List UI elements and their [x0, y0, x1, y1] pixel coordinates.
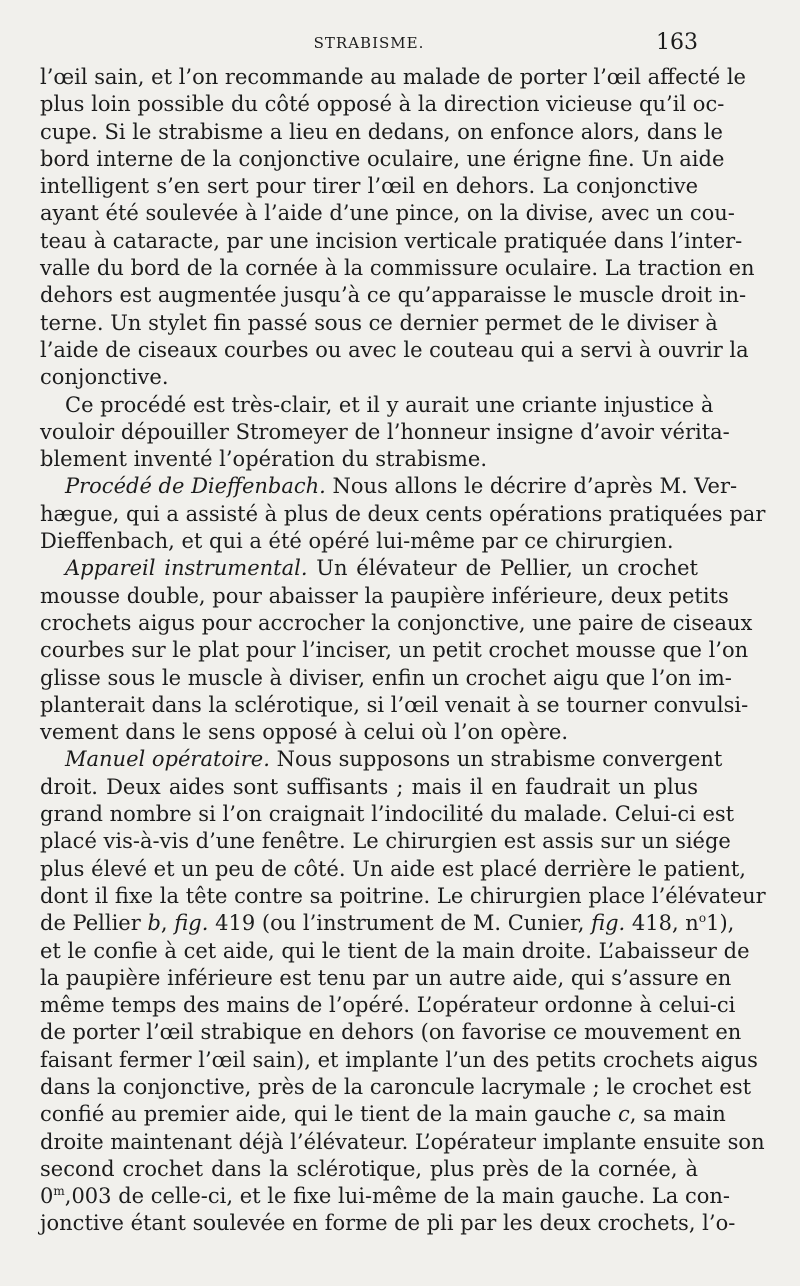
- text-line: vouloir dépouiller Stromeyer de l’honneur insigne d’avoir vérita-: [40, 419, 730, 444]
- text-line: Procédé de Dieffenbach. Nous allons le décrire d’après M. Ver-: [65, 474, 738, 499]
- figure-letter-b: b: [147, 911, 161, 936]
- text-line: grand nombre si l’on craignait l’indocilité du malade. Celui-ci est: [40, 802, 735, 827]
- text-line: blement inventé l’opération du strabisme.: [40, 447, 487, 472]
- text-line: plus loin possible du côté opposé à la direction vicieuse qu’il oc-: [40, 92, 725, 117]
- text-line: l’œil sain, et l’on recommande au malade de porter l’œil affecté le: [40, 65, 746, 89]
- text-line: confié au premier aide, qui le tient de la main gauche c, sa main: [40, 1102, 726, 1127]
- text-line: faisant fermer l’œil sain), et implante l’un des petits crochets aigus: [40, 1047, 758, 1072]
- text-line: dehors est augmentée jusqu’à ce qu’apparaisse le muscle droit in-: [40, 283, 747, 308]
- text-line: terne. Un stylet fin passé sous ce dernier permet de le diviser à: [40, 310, 718, 335]
- section-heading-dieffenbach: Procédé de Dieffenbach.: [65, 474, 326, 499]
- section-heading-manuel: Manuel opératoire.: [65, 747, 270, 772]
- text-line: Ce procédé est très-clair, et il y aurait une criante injustice à: [65, 392, 714, 417]
- text-line: l’aide de ciseaux courbes ou avec le couteau qui a servi à ouvrir la: [40, 337, 749, 362]
- text-line: dont il fixe la tête contre sa poitrine. Le chirurgien place l’élévateur: [40, 883, 766, 908]
- text-line: conjonctive.: [40, 365, 169, 390]
- text-line: cupe. Si le strabisme a lieu en dedans, on enfonce alors, dans le: [40, 119, 723, 144]
- text-line: planterait dans la sclérotique, si l’œil venait à se tourner convulsi-: [40, 692, 749, 717]
- text-line: courbes sur le plat pour l’inciser, un petit crochet mousse que l’on: [40, 638, 749, 663]
- text-line: Appareil instrumental. Un élévateur de Pellier, un crochet: [65, 556, 698, 581]
- section-heading-appareil: Appareil instrumental.: [65, 556, 308, 581]
- text-line: second crochet dans la sclérotique, plus près de la cornée, à: [40, 1156, 698, 1181]
- text-line: droit. Deux aides sont suffisants ; mais il en faudrait un plus: [40, 774, 698, 799]
- text-line: intelligent s’en sert pour tirer l’œil en dehors. La conjonctive: [40, 174, 698, 199]
- text-line: jonctive étant soulevée en forme de pli par les deux crochets, l’o-: [40, 1211, 736, 1236]
- text-line: de porter l’œil strabique en dehors (on favorise ce mouvement en: [40, 1020, 742, 1045]
- body-text: [40, 64, 766, 1238]
- figure-ref: fig.: [591, 911, 626, 936]
- figure-ref: fig.: [174, 911, 209, 936]
- text-line: teau à cataracte, par une incision verticale pratiquée dans l’inter-: [40, 228, 743, 253]
- text-line: 0$^m$,003 de celle-ci, et le fixe lui-même de la main gauche. La con-: [40, 1184, 730, 1209]
- text-line: dans la conjonctive, près de la caroncule lacrymale ; le crochet est: [40, 1074, 752, 1099]
- text-line: droite maintenant déjà l’élévateur. L’opérateur implante ensuite son: [40, 1129, 765, 1154]
- text-line: placé vis-à-vis d’une fenêtre. Le chirurgien est assis sur un siége: [40, 829, 731, 854]
- page-number: 163: [656, 30, 698, 55]
- page-header: [40, 30, 698, 60]
- text-line: hægue, qui a assisté à plus de deux cents opérations pratiquées par: [40, 501, 766, 526]
- text-line: Dieffenbach, et qui a été opéré lui-même par ce chirurgien.: [40, 529, 674, 554]
- text-line: la paupière inférieure est tenu par un autre aide, qui s’assure en: [40, 965, 732, 990]
- text-line: même temps des mains de l’opéré. L’opérateur ordonne à celui-ci: [40, 993, 736, 1018]
- text-line: Manuel opératoire. Nous supposons un strabisme convergent: [65, 747, 723, 772]
- text-line: valle du bord de la cornée à la commissure oculaire. La traction en: [40, 256, 755, 281]
- text-line: bord interne de la conjonctive oculaire, une érigne fine. Un aide: [40, 146, 725, 171]
- text-line: de Pellier b, fig. 419 (ou l’instrument de M. Cunier, fig. 418, $n^o1$),: [40, 911, 735, 936]
- running-title: STRABISME.: [313, 34, 425, 52]
- text-line: ayant été soulevée à l’aide d’une pince, on la divise, avec un cou-: [40, 201, 735, 226]
- text-line: glisse sous le muscle à diviser, enfin un crochet aigu que l’on im-: [40, 665, 732, 690]
- text-line: mousse double, pour abaisser la paupière inférieure, deux petits: [40, 583, 729, 608]
- text-line: plus élevé et un peu de côté. Un aide est placé derrière le patient,: [40, 856, 746, 881]
- figure-letter-c: c: [618, 1102, 630, 1127]
- text-line: et le confie à cet aide, qui le tient de la main droite. L’abaisseur de: [40, 938, 750, 963]
- text-line: crochets aigus pour accrocher la conjonctive, une paire de ciseaux: [40, 610, 753, 635]
- text-line: vement dans le sens opposé à celui où l’on opère.: [40, 720, 569, 745]
